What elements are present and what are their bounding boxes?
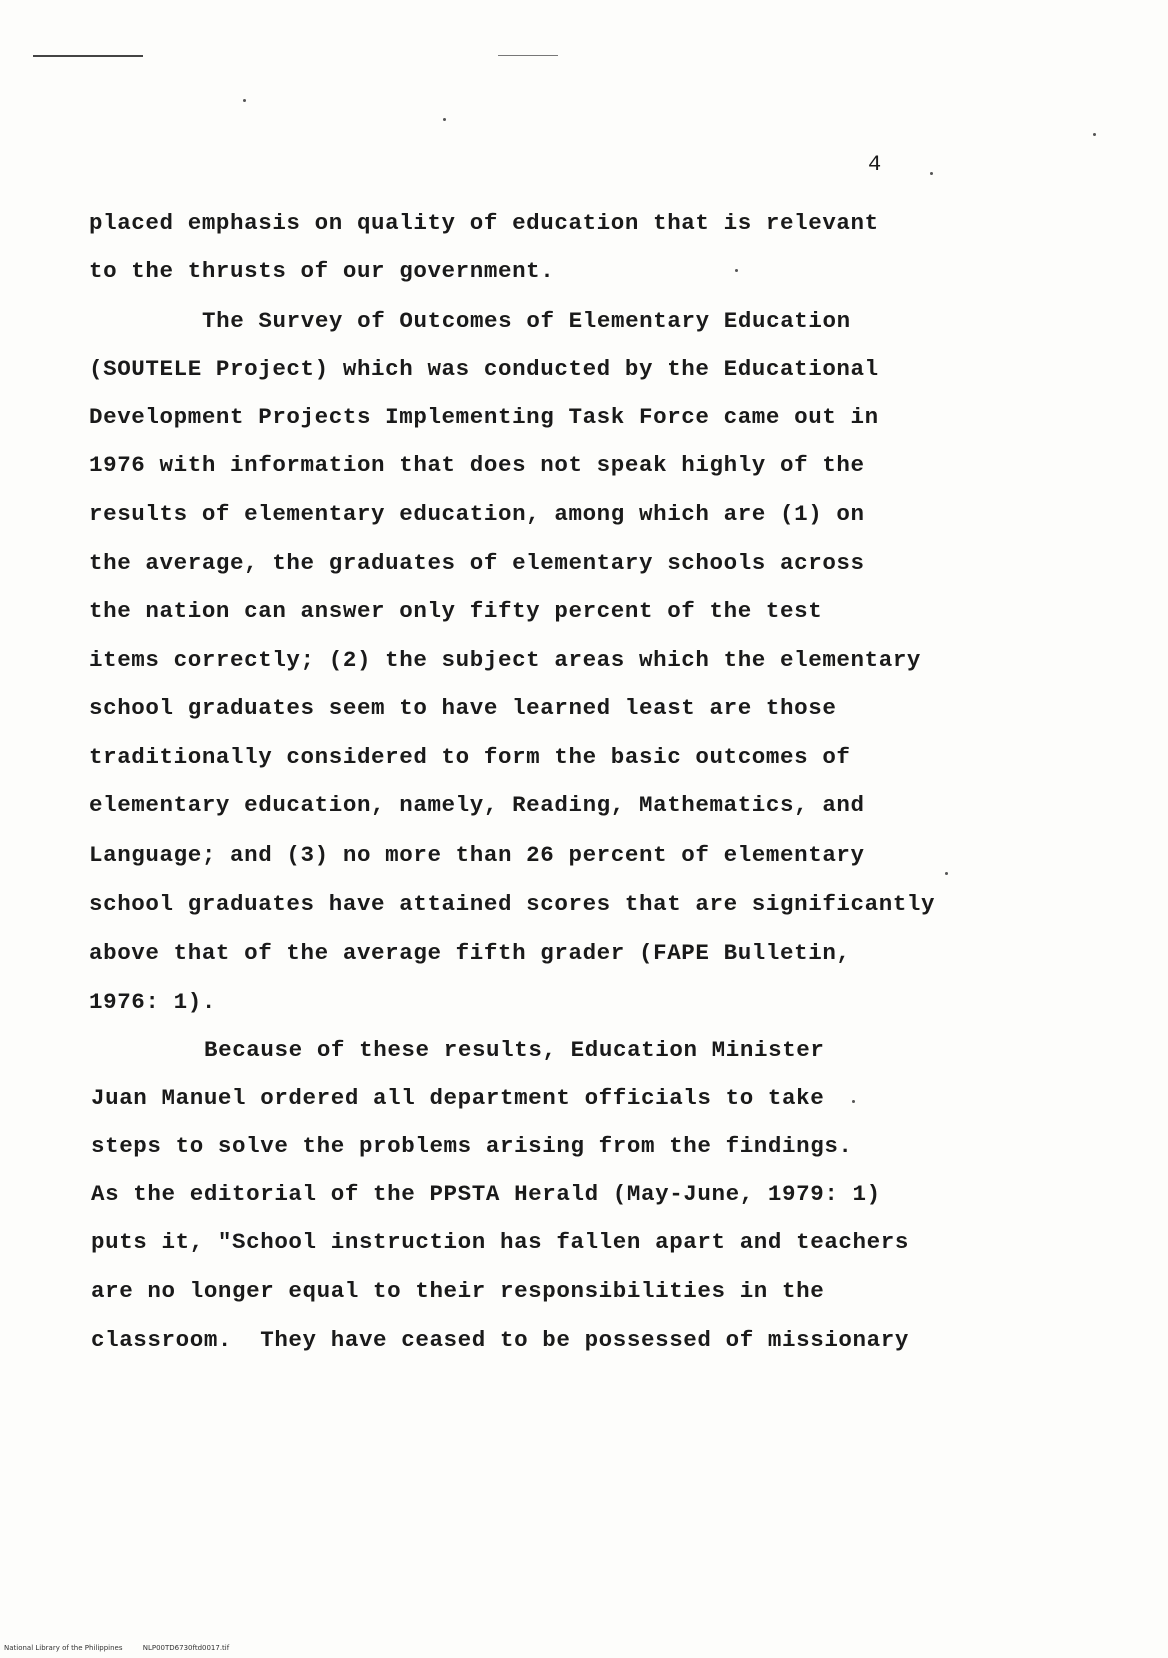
scan-speck (945, 872, 948, 875)
body-line-9: the nation can answer only fifty percent of the test (89, 598, 823, 624)
body-line-13: elementary education, namely, Reading, Mathematics, and (89, 792, 865, 818)
scan-rule-left (33, 55, 143, 57)
footer-file: NLP00TD6730ftd0017.tif (142, 1644, 230, 1652)
body-line-10: items correctly; (2) the subject areas which the elementary (89, 647, 922, 673)
body-line-22: puts it, "School instruction has fallen apart and teachers (91, 1229, 909, 1255)
body-line-24: classroom. They have ceased to be possessed of missionary (91, 1327, 909, 1353)
scan-speck (443, 118, 446, 121)
scan-rule-center (498, 55, 558, 56)
body-line-15: school graduates have attained scores that are significantly (89, 891, 936, 917)
scan-speck (735, 269, 738, 272)
body-line-3: The Survey of Outcomes of Elementary Education (202, 308, 851, 334)
scan-speck (1093, 133, 1096, 136)
scan-footer (4, 1644, 247, 1652)
body-line-20: steps to solve the problems arising from the findings. (91, 1133, 853, 1159)
page-number: 4 (868, 152, 883, 177)
scan-speck (852, 1100, 855, 1103)
body-line-2: to the thrusts of our government. (89, 258, 555, 284)
body-line-11: school graduates seem to have learned least are those (89, 695, 837, 721)
body-line-4: (SOUTELE Project) which was conducted by the Educational (89, 356, 879, 382)
body-line-23: are no longer equal to their responsibilities in the (91, 1278, 825, 1304)
body-line-8: the average, the graduates of elementary schools across (89, 550, 865, 576)
body-line-18: Because of these results, Education Minister (204, 1037, 825, 1063)
body-line-7: results of elementary education, among which are (1) on (89, 501, 865, 527)
scan-speck (930, 172, 933, 175)
body-line-1: placed emphasis on quality of education that is relevant (89, 210, 879, 236)
body-line-19: Juan Manuel ordered all department officials to take (91, 1085, 825, 1111)
body-line-17: 1976: 1). (89, 989, 216, 1015)
body-line-5: Development Projects Implementing Task Force came out in (89, 404, 879, 430)
body-line-21: As the editorial of the PPSTA Herald (May-June, 1979: 1) (91, 1181, 881, 1207)
body-line-14: Language; and (3) no more than 26 percent of elementary (89, 842, 865, 868)
body-line-6: 1976 with information that does not speak highly of the (89, 452, 865, 478)
scan-speck (243, 99, 246, 102)
body-line-12: traditionally considered to form the basic outcomes of (89, 744, 851, 770)
footer-library: National Library of the Philippines (4, 1644, 123, 1652)
body-line-16: above that of the average fifth grader (FAPE Bulletin, (89, 940, 851, 966)
